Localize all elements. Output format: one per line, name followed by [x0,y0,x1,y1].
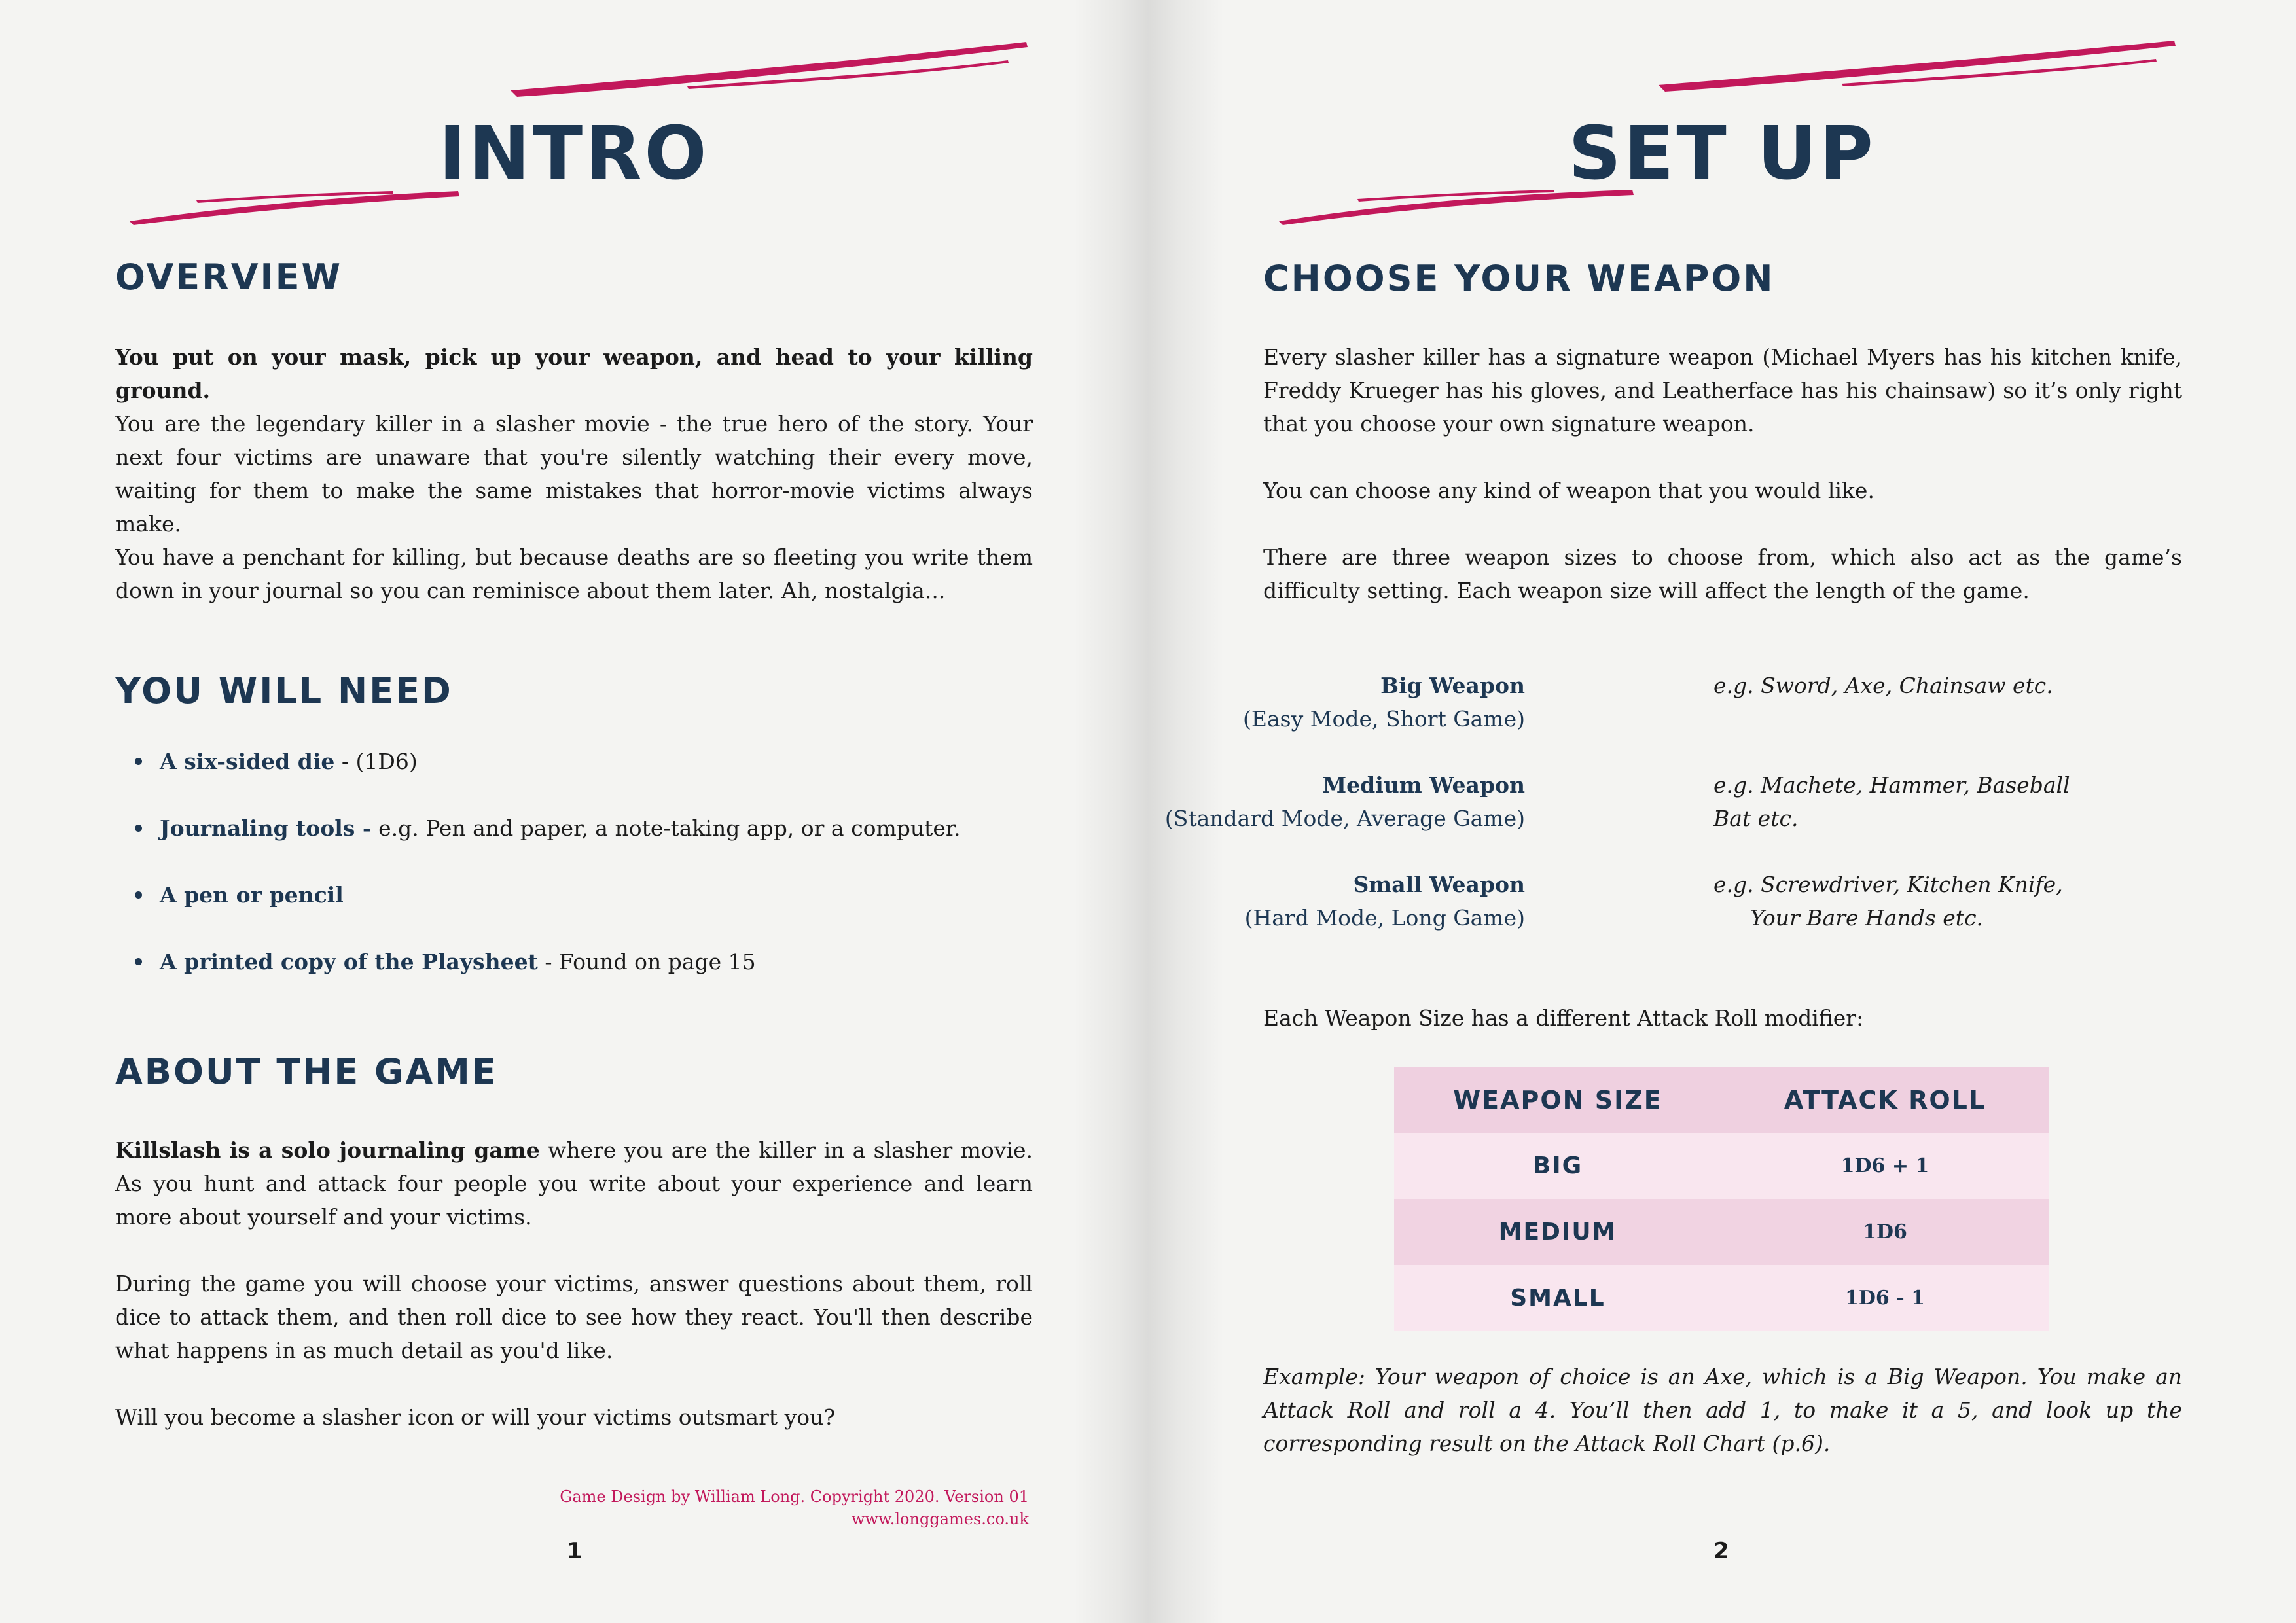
item-detail: - (1D6) [334,749,418,774]
overview-paragraph-1: You are the legendary killer in a slasher movie - the true hero of the story. Your next four victims are unaware that you're silently watching their every move, waiting for them to make the same mistakes that horror-movie victims always make. [115,411,1033,537]
weapon-name: Medium Weapon [1322,772,1525,798]
weapon-size-name [1119,669,1525,736]
requirements-list [131,745,961,1012]
weapon-size-row [1148,768,2296,847]
about-lead: Killslash is a solo journaling game [115,1137,540,1163]
website-link[interactable]: www.longgames.co.uk [851,1510,1029,1528]
weapon-examples [1713,669,2106,702]
attack-roll-cell: 1D6 - 1 [1845,1287,1925,1310]
credit-footer [560,1486,1029,1530]
item-detail: - Found on page 15 [537,949,756,974]
item-key: A pen or pencil [160,882,344,908]
weapon-size-name [1119,868,1525,935]
modifier-intro: Each Weapon Size has a different Attack Roll modifier: [1263,1005,1864,1031]
weapon-examples [1713,868,2106,935]
weapon-mode: (Standard Mode, Average Game) [1164,806,1525,831]
weapon-example-line: Your Bare Hands etc. [1750,905,1984,931]
weapon-example-line: e.g. Screwdriver, Kitchen Knife, [1713,872,2063,897]
bullet-icon [135,758,142,765]
section-heading-overview: OVERVIEW [115,257,343,298]
about-paragraph-2: During the game you will choose your victims, answer questions about them, roll dice to attack them, and then roll dice to see how they react. You'll then describe what happens in as much detail as you'd like. [115,1271,1033,1363]
page-number: 1 [567,1538,583,1564]
weapon-paragraph-1: Every slasher killer has a signature weapon (Michael Myers has his kitchen knife, Freddy Krueger has his gloves, and Leatherface has his chainsaw) so it’s only right that you choose your own signature weapon. [1263,344,2182,437]
table-header-row [1394,1067,2049,1133]
page-title: SET UP [1568,111,1876,196]
weapon-name: Big Weapon [1380,673,1525,698]
about-paragraph-3: Will you become a slasher icon or will your victims outsmart you? [115,1404,836,1430]
page-right [1148,0,2296,1623]
credit-line: Game Design by William Long. Copyright 2020. Version 01 [560,1488,1029,1506]
table-row [1394,1199,2049,1265]
weapon-mode: (Easy Mode, Short Game) [1243,706,1525,732]
overview-paragraph-2: You have a penchant for killing, but because deaths are so fleeting you write them down in your journal so you can reminisce about them later. Ah, nostalgia... [115,544,1033,603]
weapon-examples [1713,768,2106,835]
attack-roll-table [1394,1067,2049,1331]
column-header-attack-roll: ATTACK ROLL [1784,1085,1986,1115]
table-row [1394,1133,2049,1199]
attack-roll-cell: 1D6 [1863,1221,1907,1243]
list-item [131,878,961,945]
weapon-size-row [1148,669,2296,747]
overview-lead: You put on your mask, pick up your weapon, and head to your killing ground. [115,344,1033,403]
list-item [131,812,961,878]
weapon-paragraph-3: There are three weapon sizes to choose from, which also act as the game’s difficulty setting. Each weapon size will affect the length of the game. [1263,544,2182,603]
list-item [131,945,961,1012]
section-heading-about-the-game: ABOUT THE GAME [115,1051,498,1092]
weapon-example-line: e.g. Sword, Axe, Chainsaw etc. [1713,673,2053,698]
weapon-size-name [1119,768,1525,835]
weapon-mode: (Hard Mode, Long Game) [1244,905,1525,931]
page-number: 2 [1713,1538,1729,1564]
item-key: A printed copy of the Playsheet [160,949,538,974]
bullet-icon [135,958,142,965]
weapon-size-row [1148,868,2296,946]
attack-roll-cell: 1D6 + 1 [1840,1154,1929,1177]
weapon-name: Small Weapon [1353,872,1525,897]
weapon-size-cell: SMALL [1510,1285,1605,1311]
page-title: INTRO [439,111,709,196]
weapon-size-cell: BIG [1532,1152,1583,1179]
weapon-example-line: e.g. Machete, Hammer, Baseball Bat etc. [1713,772,2070,831]
section-heading-choose-your-weapon: CHOOSE YOUR WEAPON [1263,258,1775,299]
section-heading-you-will-need: YOU WILL NEED [115,670,453,711]
column-header-weapon-size: WEAPON SIZE [1453,1085,1662,1115]
item-detail: e.g. Pen and paper, a note-taking app, or a computer. [371,815,961,841]
item-key: Journaling tools - [160,815,372,841]
example-paragraph: Example: Your weapon of choice is an Axe, which is a Big Weapon. You make an Attack Roll and roll a 4. You’ll then add 1, to make it a 5, and look up the corresponding result on the Attack Roll Chart (p.6). [1263,1364,2182,1456]
about-paragraph-1 [115,1133,1033,1234]
item-key: A six-sided die [160,749,335,774]
bullet-icon [135,825,142,832]
weapon-paragraph-2: You can choose any kind of weapon that you would like. [1263,478,1874,503]
bullet-icon [135,891,142,899]
about-paragraph-1-text: where you are the killer in a slasher movie. As you hunt and attack four people you write about your experience and learn more about yourself and your victims. [115,1137,1033,1230]
weapon-size-cell: MEDIUM [1498,1219,1617,1245]
list-item [131,745,961,812]
table-row [1394,1265,2049,1331]
